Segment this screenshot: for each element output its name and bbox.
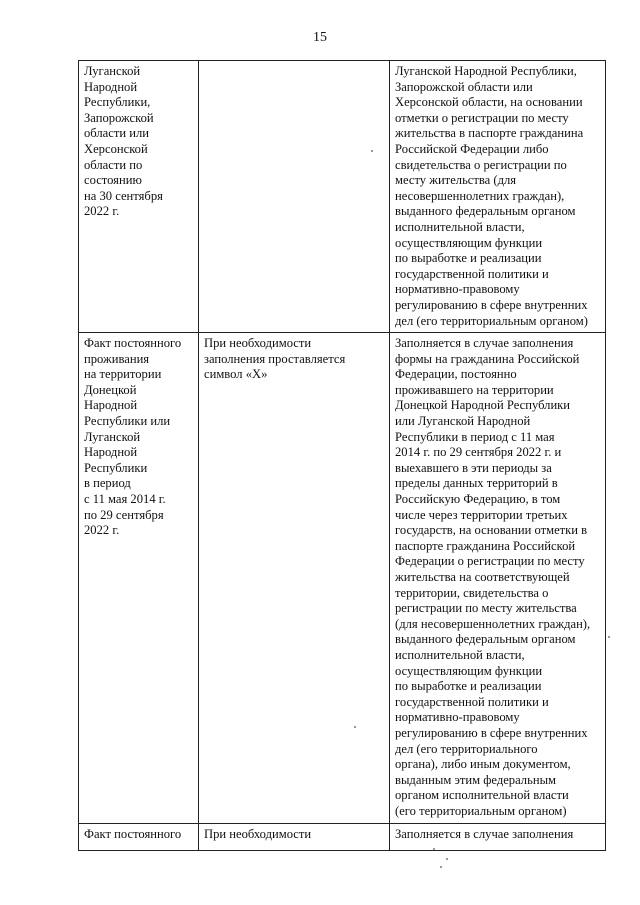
table-cell-description: Заполняется в случае заполнения формы на гражданина Российской Федерации, постоянно проживавшего на территории Донецкой Народной Республики или Луганской Народной Республики в период с 11 мая 2014 г. по 29 сентября 2022 г. и выехавшего в эти периоды за пределы данных территорий в Российскую Федерацию, в том числе через территории третьих государств, на основании отметки в паспорте гражданина Российской Федерации о регистрации по месту жительства на соответствующей территории, свидетельства о регистрации по месту жительства (для несовершеннолетних граждан), выданного федеральным органом исполнительной власти, осуществляющим функции по выработке и реализации государственной политики и нормативно-правовому регулированию в сфере внутренних дел (его территориального органа), либо иным документом, выданным этим федеральным органом исполнительной власти (его территориальным органом) bbox=[390, 333, 606, 823]
scan-speck bbox=[440, 866, 442, 868]
table-cell-fill-rule: При необходимости заполнения проставляется символ «X» bbox=[199, 333, 390, 823]
table-cell-attribute: Факт постоянного bbox=[79, 823, 199, 850]
table-row bbox=[79, 61, 606, 333]
table-cell-attribute: Луганской Народной Республики, Запорожской области или Херсонской области по состоянию на 30 сентября 2022 г. bbox=[79, 61, 199, 333]
page-number: 15 bbox=[313, 30, 327, 45]
table-cell-attribute: Факт постоянного проживания на территории Донецкой Народной Республики или Луганской Народной Республики в период с 11 мая 2014 г. по 29 сентября 2022 г. bbox=[79, 333, 199, 823]
scan-speck bbox=[608, 636, 610, 638]
scan-speck bbox=[433, 848, 435, 850]
table-row bbox=[79, 823, 606, 850]
table-cell-description: Луганской Народной Республики, Запорожской области или Херсонской области, на основании отметки о регистрации по месту жительства в паспорте гражданина Российской Федерации либо свидетельства о регистрации по месту жительства (для несовершеннолетних граждан), выданного федеральным органом исполнительной власти, осуществляющим функции по выработке и реализации государственной политики и нормативно-правовому регулированию в сфере внутренних дел (его территориальным органом) bbox=[390, 61, 606, 333]
scan-speck bbox=[371, 150, 373, 152]
document-table bbox=[78, 60, 606, 851]
scan-speck bbox=[446, 858, 448, 860]
table-cell-description: Заполняется в случае заполнения bbox=[390, 823, 606, 850]
table-row bbox=[79, 333, 606, 823]
table-cell-fill-rule: При необходимости bbox=[199, 823, 390, 850]
table-cell-fill-rule bbox=[199, 61, 390, 333]
scan-speck bbox=[354, 726, 356, 728]
